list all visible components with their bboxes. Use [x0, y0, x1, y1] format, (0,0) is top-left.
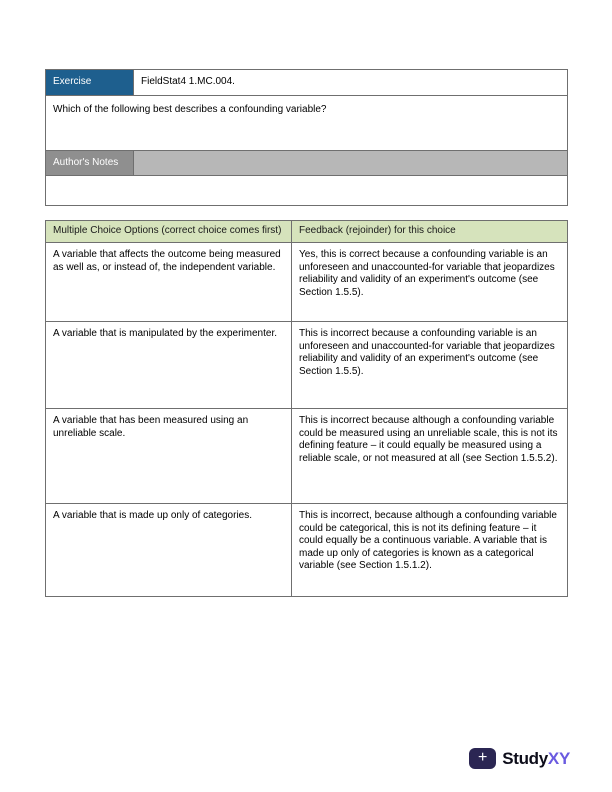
multiple-choice-table	[45, 220, 568, 597]
document-page	[45, 69, 568, 597]
option-row	[46, 504, 568, 597]
studyxy-logo	[469, 748, 570, 769]
option-cell: A variable that is manipulated by the experimenter.	[46, 322, 292, 409]
authors-notes-row	[46, 150, 568, 176]
option-row	[46, 409, 568, 504]
logo-text-study: Study	[502, 748, 548, 768]
feedback-column-header: Feedback (rejoinder) for this choice	[292, 221, 568, 243]
option-row	[46, 322, 568, 409]
exercise-id: FieldStat4 1.MC.004.	[134, 70, 568, 96]
question-text: Which of the following best describes a confounding variable?	[46, 95, 568, 150]
exercise-label: Exercise	[46, 70, 134, 96]
logo-text	[502, 749, 570, 769]
feedback-cell: This is incorrect, because although a confounding variable could be categorical, this is not its defining feature – it could equally be a continuous variable. A variable that is made up only of categories is known as a categorical variable (see Section 1.5.1.2).	[292, 504, 568, 597]
option-cell: A variable that is made up only of categories.	[46, 504, 292, 597]
exercise-row	[46, 70, 568, 96]
exercise-header-table	[45, 69, 568, 206]
empty-notes-row	[46, 176, 568, 206]
feedback-cell: Yes, this is correct because a confounding variable is an unforeseen and unaccounted-for variable that jeopardizes reliability and validity of an experiment's outcome (see Section 1.5.5).	[292, 243, 568, 322]
feedback-cell: This is incorrect because a confounding variable is an unforeseen and unaccounted-for variable that jeopardizes reliability and validity of an experiment's outcome (see Section 1.5.5).	[292, 322, 568, 409]
plus-icon: +	[469, 748, 496, 769]
question-row	[46, 95, 568, 150]
option-row	[46, 243, 568, 322]
option-cell: A variable that affects the outcome being measured as well as, or instead of, the independent variable.	[46, 243, 292, 322]
logo-text-xy: XY	[547, 748, 570, 768]
authors-notes-label: Author's Notes	[46, 150, 134, 176]
table-header-row	[46, 221, 568, 243]
authors-notes-area	[134, 150, 568, 176]
notes-empty-space	[46, 176, 568, 206]
feedback-cell: This is incorrect because although a confounding variable could be measured using an unreliable scale, this is not its defining feature – it could equally be measured using a reliable scale, or not measured at all (see Section 1.5.5.2).	[292, 409, 568, 504]
option-cell: A variable that has been measured using an unreliable scale.	[46, 409, 292, 504]
options-column-header: Multiple Choice Options (correct choice comes first)	[46, 221, 292, 243]
